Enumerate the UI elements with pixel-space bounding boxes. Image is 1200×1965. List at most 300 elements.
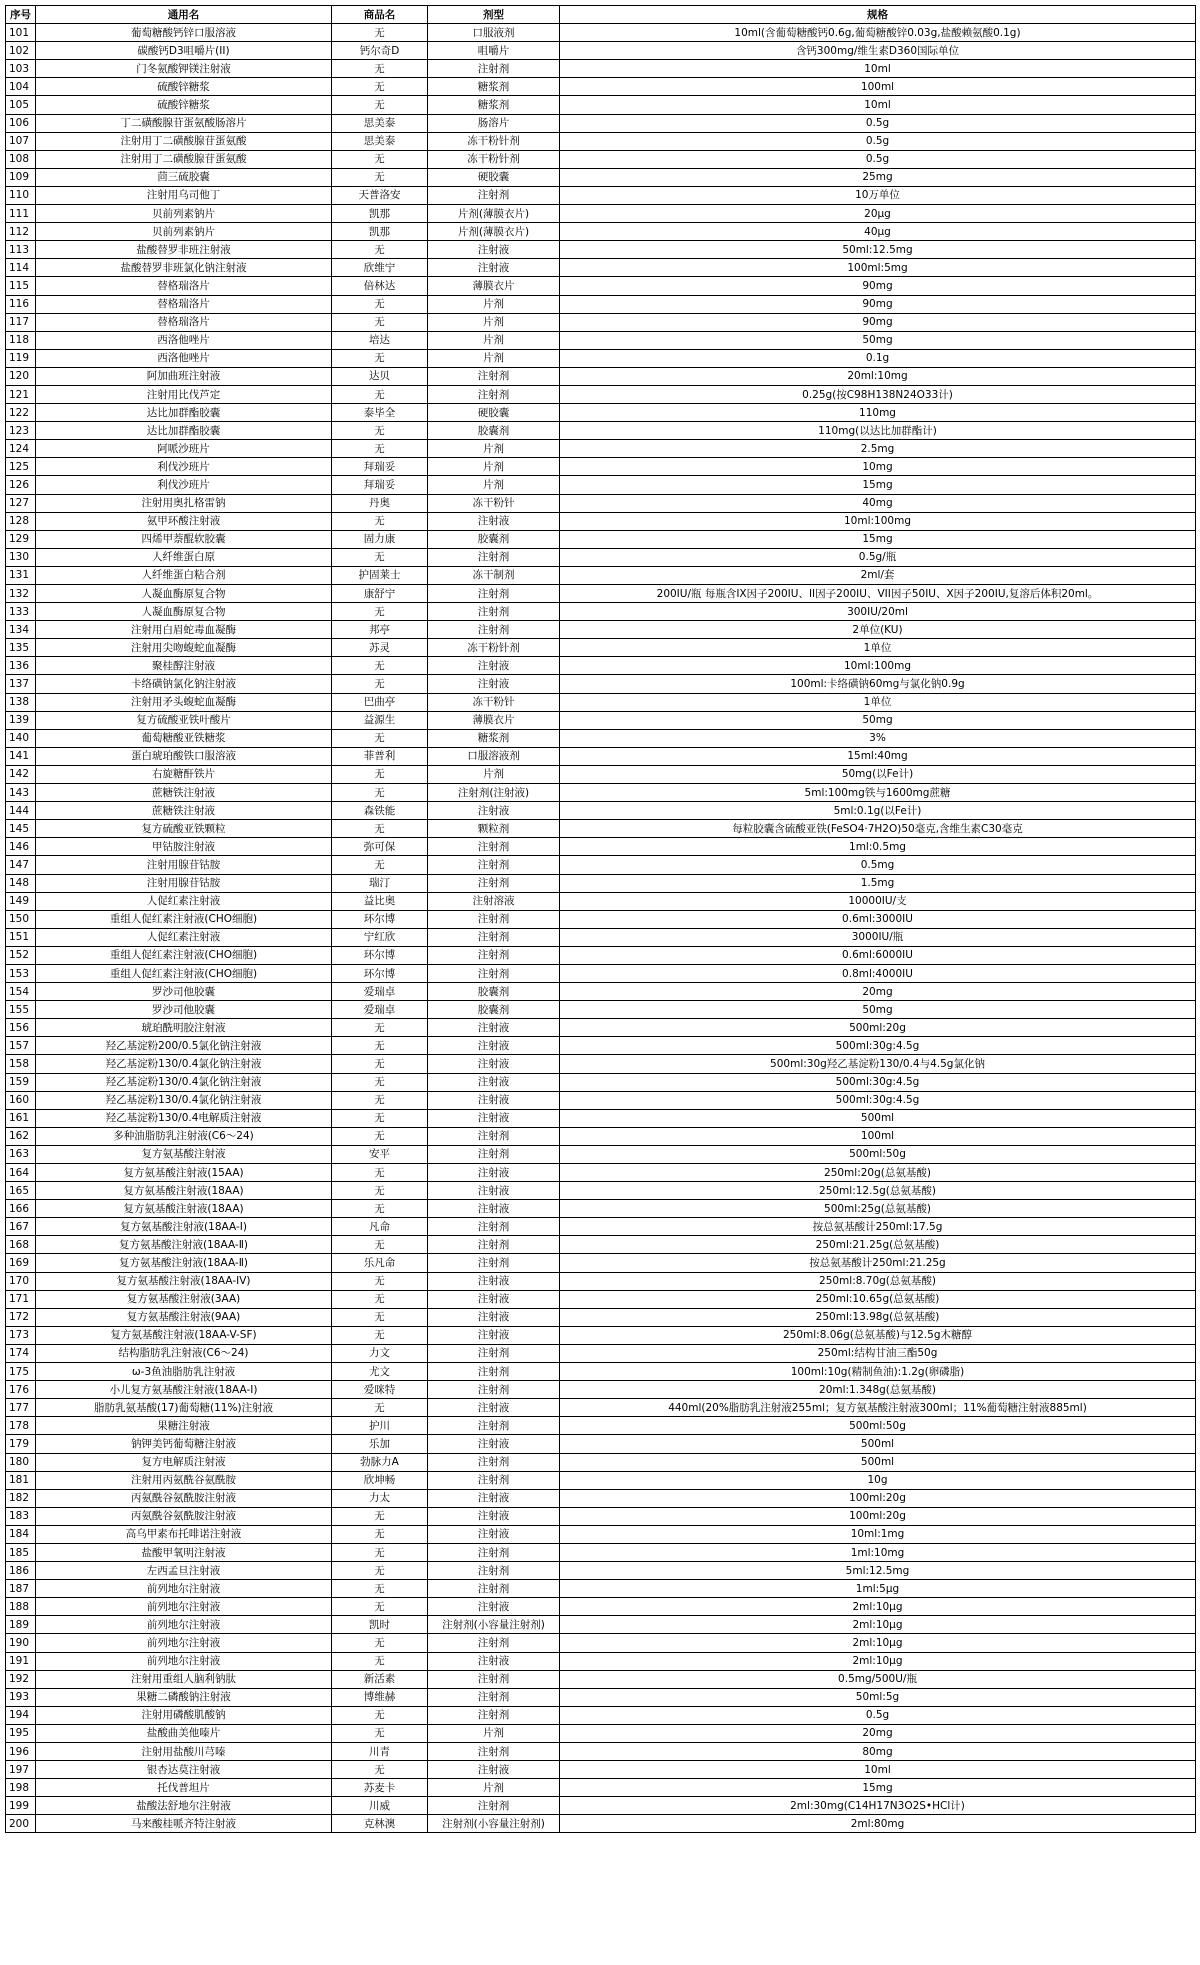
table-row (6, 657, 1196, 675)
generic-name: 人凝血酶原复合物 (36, 585, 332, 603)
generic-name: 多种油脂肪乳注射液(C6～24) (36, 1127, 332, 1145)
specification: 按总氨基酸计250ml:17.5g (560, 1218, 1196, 1236)
trade-name: 无 (332, 1091, 428, 1109)
trade-name: 巴曲亭 (332, 693, 428, 711)
table-row (6, 856, 1196, 874)
trade-name: 无 (332, 385, 428, 403)
trade-name: 森铁能 (332, 802, 428, 820)
specification: 1ml:5μg (560, 1580, 1196, 1598)
specification: 100ml:卡络磺钠60mg与氯化钠0.9g (560, 675, 1196, 693)
trade-name: 无 (332, 168, 428, 186)
row-index: 193 (6, 1688, 36, 1706)
dosage-form: 注射剂 (428, 928, 560, 946)
table-row (6, 964, 1196, 982)
specification: 0.5mg/500U/瓶 (560, 1670, 1196, 1688)
table-row (6, 295, 1196, 313)
dosage-form: 硬胶囊 (428, 404, 560, 422)
trade-name: 瑞汀 (332, 874, 428, 892)
table-row (6, 639, 1196, 657)
generic-name: 注射用比伐芦定 (36, 385, 332, 403)
dosage-form: 注射液 (428, 1037, 560, 1055)
generic-name: 西洛他唑片 (36, 349, 332, 367)
row-index: 176 (6, 1381, 36, 1399)
dosage-form: 糖浆剂 (428, 96, 560, 114)
table-row (6, 765, 1196, 783)
generic-name: 氨甲环酸注射液 (36, 512, 332, 530)
generic-name: 结构脂肪乳注射液(C6～24) (36, 1344, 332, 1362)
row-index: 165 (6, 1182, 36, 1200)
table-row (6, 1254, 1196, 1272)
specification: 10ml:100mg (560, 657, 1196, 675)
row-index: 168 (6, 1236, 36, 1254)
dosage-form: 片剂 (428, 476, 560, 494)
generic-name: 罗沙司他胶囊 (36, 983, 332, 1001)
dosage-form: 注射剂 (428, 186, 560, 204)
table-row (6, 1019, 1196, 1037)
trade-name: 无 (332, 295, 428, 313)
table-row (6, 494, 1196, 512)
trade-name: 安平 (332, 1145, 428, 1163)
generic-name: 重组人促红素注射液(CHO细胞) (36, 964, 332, 982)
trade-name: 无 (332, 440, 428, 458)
specification: 10000IU/支 (560, 892, 1196, 910)
table-row (6, 241, 1196, 259)
generic-name: 碳酸钙D3咀嚼片(II) (36, 42, 332, 60)
row-index: 118 (6, 331, 36, 349)
dosage-form: 片剂 (428, 331, 560, 349)
table-row (6, 983, 1196, 1001)
dosage-form: 注射剂 (428, 1236, 560, 1254)
generic-name: 注射用矛头蝮蛇血凝酶 (36, 693, 332, 711)
generic-name: 注射用腺苷钴胺 (36, 874, 332, 892)
trade-name: 无 (332, 1272, 428, 1290)
dosage-form: 冻干粉针 (428, 494, 560, 512)
table-row (6, 422, 1196, 440)
dosage-form: 注射剂 (428, 1797, 560, 1815)
table-row (6, 1127, 1196, 1145)
dosage-form: 片剂 (428, 1724, 560, 1742)
table-row (6, 747, 1196, 765)
generic-name: 复方氨基酸注射液(18AA-Ⅱ) (36, 1236, 332, 1254)
specification: 50ml:12.5mg (560, 241, 1196, 259)
row-index: 166 (6, 1200, 36, 1218)
table-body (6, 24, 1196, 1833)
trade-name: 克林澳 (332, 1815, 428, 1833)
row-index: 172 (6, 1308, 36, 1326)
generic-name: 替格瑞洛片 (36, 313, 332, 331)
specification: 50ml:5g (560, 1688, 1196, 1706)
row-index: 169 (6, 1254, 36, 1272)
dosage-form: 注射剂 (428, 1363, 560, 1381)
specification: 10g (560, 1471, 1196, 1489)
row-index: 143 (6, 784, 36, 802)
generic-name: 硫酸锌糖浆 (36, 78, 332, 96)
specification: 10ml (560, 96, 1196, 114)
row-index: 188 (6, 1598, 36, 1616)
trade-name: 乐凡命 (332, 1254, 428, 1272)
table-row (6, 729, 1196, 747)
generic-name: 注射用奥扎格雷钠 (36, 494, 332, 512)
specification: 300IU/20ml (560, 603, 1196, 621)
row-index: 199 (6, 1797, 36, 1815)
dosage-form: 注射剂 (428, 964, 560, 982)
dosage-form: 注射液 (428, 1435, 560, 1453)
table-row (6, 1381, 1196, 1399)
specification: 1ml:0.5mg (560, 838, 1196, 856)
generic-name: 葡萄糖酸钙锌口服溶液 (36, 24, 332, 42)
specification: 2ml:10μg (560, 1634, 1196, 1652)
row-index: 154 (6, 983, 36, 1001)
row-index: 108 (6, 150, 36, 168)
dosage-form: 片剂 (428, 349, 560, 367)
generic-name: 钠钾美钙葡萄糖注射液 (36, 1435, 332, 1453)
table-row (6, 1363, 1196, 1381)
generic-name: 前列地尔注射液 (36, 1580, 332, 1598)
generic-name: 替格瑞洛片 (36, 277, 332, 295)
trade-name: 无 (332, 820, 428, 838)
row-index: 155 (6, 1001, 36, 1019)
row-index: 185 (6, 1543, 36, 1561)
row-index: 140 (6, 729, 36, 747)
row-index: 147 (6, 856, 36, 874)
specification: 250ml:12.5g(总氨基酸) (560, 1182, 1196, 1200)
row-index: 167 (6, 1218, 36, 1236)
dosage-form: 注射剂 (428, 1218, 560, 1236)
specification: 250ml:21.25g(总氨基酸) (560, 1236, 1196, 1254)
specification: 0.6ml:6000IU (560, 946, 1196, 964)
trade-name: 无 (332, 1127, 428, 1145)
trade-name: 拜瑞妥 (332, 458, 428, 476)
generic-name: 利伐沙班片 (36, 458, 332, 476)
row-index: 122 (6, 404, 36, 422)
specification: 10ml:100mg (560, 512, 1196, 530)
generic-name: 注射用盐酸川芎嗪 (36, 1743, 332, 1761)
header-row (6, 6, 1196, 24)
dosage-form: 注射剂 (428, 1634, 560, 1652)
row-index: 197 (6, 1761, 36, 1779)
generic-name: 盐酸甲氧明注射液 (36, 1543, 332, 1561)
dosage-form: 注射剂 (428, 1417, 560, 1435)
specification: 500ml:25g(总氨基酸) (560, 1200, 1196, 1218)
dosage-form: 注射剂 (428, 1688, 560, 1706)
specification: 500ml (560, 1453, 1196, 1471)
row-index: 151 (6, 928, 36, 946)
dosage-form: 薄膜衣片 (428, 711, 560, 729)
row-index: 194 (6, 1706, 36, 1724)
dosage-form: 注射液 (428, 802, 560, 820)
dosage-form: 注射剂 (428, 874, 560, 892)
row-index: 102 (6, 42, 36, 60)
specification: 20mg (560, 1724, 1196, 1742)
table-row (6, 910, 1196, 928)
dosage-form: 注射剂 (428, 367, 560, 385)
specification: 250ml:8.70g(总氨基酸) (560, 1272, 1196, 1290)
table-row (6, 928, 1196, 946)
row-index: 192 (6, 1670, 36, 1688)
dosage-form: 注射剂 (428, 1344, 560, 1362)
trade-name: 凡命 (332, 1218, 428, 1236)
dosage-form: 冻干粉针剂 (428, 132, 560, 150)
trade-name: 无 (332, 657, 428, 675)
trade-name: 思美泰 (332, 132, 428, 150)
trade-name: 勃脉力A (332, 1453, 428, 1471)
trade-name: 凯那 (332, 223, 428, 241)
trade-name: 丹奥 (332, 494, 428, 512)
table-row (6, 313, 1196, 331)
generic-name: 羟乙基淀粉200/0.5氯化钠注射液 (36, 1037, 332, 1055)
specification: 0.5g (560, 132, 1196, 150)
specification: 0.5g (560, 1706, 1196, 1724)
dosage-form: 片剂 (428, 440, 560, 458)
dosage-form: 注射剂 (428, 838, 560, 856)
table-row (6, 1453, 1196, 1471)
specification: 10ml (560, 1761, 1196, 1779)
specification: 5ml:0.1g(以Fe计) (560, 802, 1196, 820)
dosage-form: 片剂 (428, 313, 560, 331)
specification: 1单位 (560, 639, 1196, 657)
specification: 80mg (560, 1743, 1196, 1761)
dosage-form: 注射液 (428, 1019, 560, 1037)
table-row (6, 476, 1196, 494)
trade-name: 无 (332, 1761, 428, 1779)
generic-name: 重组人促红素注射液(CHO细胞) (36, 910, 332, 928)
row-index: 135 (6, 639, 36, 657)
dosage-form: 注射液 (428, 1399, 560, 1417)
table-row (6, 1399, 1196, 1417)
generic-name: 葡萄糖酸亚铁糖浆 (36, 729, 332, 747)
row-index: 153 (6, 964, 36, 982)
table-row (6, 1797, 1196, 1815)
dosage-form: 注射剂 (428, 1670, 560, 1688)
generic-name: 人促红素注射液 (36, 928, 332, 946)
trade-name: 达贝 (332, 367, 428, 385)
table-row (6, 1290, 1196, 1308)
row-index: 182 (6, 1489, 36, 1507)
generic-name: 注射用磷酸肌酸钠 (36, 1706, 332, 1724)
specification: 2ml/套 (560, 566, 1196, 584)
row-index: 113 (6, 241, 36, 259)
row-index: 117 (6, 313, 36, 331)
row-index: 170 (6, 1272, 36, 1290)
row-index: 112 (6, 223, 36, 241)
specification: 50mg (560, 331, 1196, 349)
row-index: 133 (6, 603, 36, 621)
generic-name: 复方氨基酸注射液 (36, 1145, 332, 1163)
generic-name: 门冬氨酸钾镁注射液 (36, 60, 332, 78)
dosage-form: 注射液 (428, 512, 560, 530)
generic-name: 阿哌沙班片 (36, 440, 332, 458)
specification: 50mg(以Fe计) (560, 765, 1196, 783)
specification: 5ml:12.5mg (560, 1562, 1196, 1580)
generic-name: 复方氨基酸注射液(15AA) (36, 1164, 332, 1182)
specification: 100ml (560, 1127, 1196, 1145)
table-row (6, 1073, 1196, 1091)
table-row (6, 1218, 1196, 1236)
row-index: 134 (6, 621, 36, 639)
specification: 250ml:结构甘油三酯50g (560, 1344, 1196, 1362)
table-row (6, 349, 1196, 367)
generic-name: 果糖注射液 (36, 1417, 332, 1435)
table-row (6, 1562, 1196, 1580)
specification: 50mg (560, 711, 1196, 729)
generic-name: 盐酸法舒地尔注射液 (36, 1797, 332, 1815)
row-index: 116 (6, 295, 36, 313)
table-row (6, 24, 1196, 42)
dosage-form: 注射液 (428, 1652, 560, 1670)
table-row (6, 205, 1196, 223)
dosage-form: 肠溶片 (428, 114, 560, 132)
specification: 2ml:30mg(C14H17N3O2S•HCl计) (560, 1797, 1196, 1815)
generic-name: 达比加群酯胶囊 (36, 404, 332, 422)
dosage-form: 注射剂 (428, 1453, 560, 1471)
specification: 110mg (560, 404, 1196, 422)
specification: 500ml (560, 1109, 1196, 1127)
row-index: 136 (6, 657, 36, 675)
dosage-form: 冻干粉针 (428, 693, 560, 711)
generic-name: 盐酸替罗非班注射液 (36, 241, 332, 259)
dosage-form: 注射液 (428, 1525, 560, 1543)
row-index: 126 (6, 476, 36, 494)
table-row (6, 1652, 1196, 1670)
row-index: 130 (6, 548, 36, 566)
row-index: 161 (6, 1109, 36, 1127)
table-row (6, 1001, 1196, 1019)
dosage-form: 注射剂 (428, 1543, 560, 1561)
dosage-form: 注射剂 (428, 603, 560, 621)
specification: 20ml:10mg (560, 367, 1196, 385)
trade-name: 苏灵 (332, 639, 428, 657)
header-index: 序号 (6, 6, 36, 24)
row-index: 189 (6, 1616, 36, 1634)
generic-name: 蔗糖铁注射液 (36, 784, 332, 802)
generic-name: 羟乙基淀粉130/0.4氯化钠注射液 (36, 1073, 332, 1091)
table-row (6, 874, 1196, 892)
specification: 3% (560, 729, 1196, 747)
table-row (6, 1543, 1196, 1561)
trade-name: 天普洛安 (332, 186, 428, 204)
generic-name: 复方氨基酸注射液(18AA-Ⅰ) (36, 1218, 332, 1236)
table-row (6, 404, 1196, 422)
row-index: 184 (6, 1525, 36, 1543)
trade-name: 益比奥 (332, 892, 428, 910)
row-index: 146 (6, 838, 36, 856)
trade-name: 拜瑞妥 (332, 476, 428, 494)
row-index: 178 (6, 1417, 36, 1435)
generic-name: 复方氨基酸注射液(3AA) (36, 1290, 332, 1308)
specification: 40μg (560, 223, 1196, 241)
table-row (6, 132, 1196, 150)
table-row (6, 367, 1196, 385)
generic-name: 托伐普坦片 (36, 1779, 332, 1797)
row-index: 175 (6, 1363, 36, 1381)
row-index: 180 (6, 1453, 36, 1471)
generic-name: 西洛他唑片 (36, 331, 332, 349)
row-index: 196 (6, 1743, 36, 1761)
row-index: 159 (6, 1073, 36, 1091)
generic-name: ω-3鱼油脂肪乳注射液 (36, 1363, 332, 1381)
table-row (6, 1670, 1196, 1688)
dosage-form: 注射液 (428, 1200, 560, 1218)
trade-name: 无 (332, 548, 428, 566)
row-index: 186 (6, 1562, 36, 1580)
generic-name: 羟乙基淀粉130/0.4氯化钠注射液 (36, 1055, 332, 1073)
trade-name: 环尔博 (332, 964, 428, 982)
trade-name: 无 (332, 1399, 428, 1417)
table-row (6, 838, 1196, 856)
dosage-form: 口服液剂 (428, 24, 560, 42)
trade-name: 无 (332, 349, 428, 367)
generic-name: 小儿复方氨基酸注射液(18AA-Ⅰ) (36, 1381, 332, 1399)
dosage-form: 注射剂 (428, 946, 560, 964)
dosage-form: 注射剂 (428, 1254, 560, 1272)
specification: 0.5g (560, 114, 1196, 132)
trade-name: 益源生 (332, 711, 428, 729)
table-row (6, 1761, 1196, 1779)
row-index: 156 (6, 1019, 36, 1037)
table-row (6, 711, 1196, 729)
specification: 25mg (560, 168, 1196, 186)
generic-name: 银杏达莫注射液 (36, 1761, 332, 1779)
dosage-form: 胶囊剂 (428, 983, 560, 1001)
specification: 15mg (560, 1779, 1196, 1797)
row-index: 158 (6, 1055, 36, 1073)
specification: 2ml:10μg (560, 1652, 1196, 1670)
generic-name: 高乌甲素布托啡诺注射液 (36, 1525, 332, 1543)
trade-name: 无 (332, 675, 428, 693)
trade-name: 倍林达 (332, 277, 428, 295)
dosage-form: 注射液 (428, 1326, 560, 1344)
table-row (6, 548, 1196, 566)
row-index: 139 (6, 711, 36, 729)
row-index: 142 (6, 765, 36, 783)
dosage-form: 注射剂 (428, 621, 560, 639)
row-index: 101 (6, 24, 36, 42)
row-index: 111 (6, 205, 36, 223)
table-row (6, 1145, 1196, 1163)
generic-name: 盐酸替罗非班氯化钠注射液 (36, 259, 332, 277)
trade-name: 无 (332, 1019, 428, 1037)
row-index: 173 (6, 1326, 36, 1344)
generic-name: 复方氨基酸注射液(9AA) (36, 1308, 332, 1326)
row-index: 198 (6, 1779, 36, 1797)
dosage-form: 注射液 (428, 1109, 560, 1127)
trade-name: 环尔博 (332, 910, 428, 928)
table-row (6, 385, 1196, 403)
table-row (6, 566, 1196, 584)
trade-name: 无 (332, 1652, 428, 1670)
generic-name: 阿加曲班注射液 (36, 367, 332, 385)
specification: 90mg (560, 313, 1196, 331)
table-row (6, 1091, 1196, 1109)
table-row (6, 1435, 1196, 1453)
specification: 100ml:10g(精制鱼油):1.2g(卵磷脂) (560, 1363, 1196, 1381)
row-index: 177 (6, 1399, 36, 1417)
dosage-form: 注射液 (428, 657, 560, 675)
row-index: 195 (6, 1724, 36, 1742)
trade-name: 无 (332, 1055, 428, 1073)
specification: 0.8ml:4000IU (560, 964, 1196, 982)
specification: 0.5mg (560, 856, 1196, 874)
generic-name: 卡络磺钠氯化钠注射液 (36, 675, 332, 693)
generic-name: 达比加群酯胶囊 (36, 422, 332, 440)
table-row (6, 1164, 1196, 1182)
dosage-form: 注射液 (428, 1489, 560, 1507)
dosage-form: 片剂 (428, 458, 560, 476)
row-index: 164 (6, 1164, 36, 1182)
table-row (6, 946, 1196, 964)
trade-name: 无 (332, 1580, 428, 1598)
specification: 3000IU/瓶 (560, 928, 1196, 946)
